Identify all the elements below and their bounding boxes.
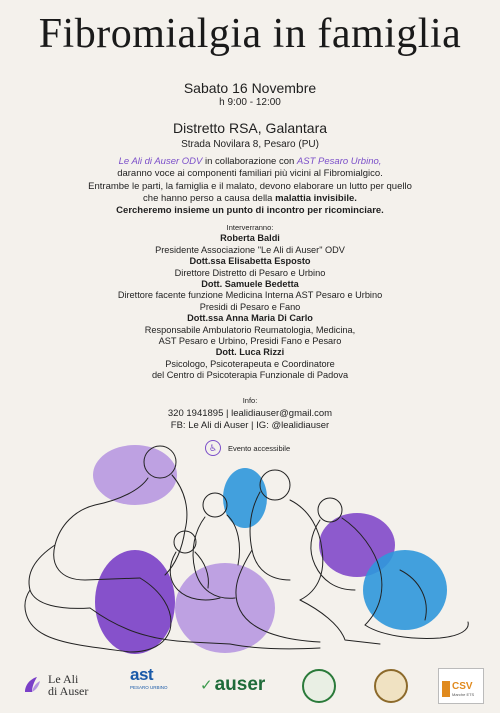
logo-auser: ✓ auser xyxy=(200,674,266,695)
logo-csv-marche: CSV Marche ETS xyxy=(438,668,484,704)
speaker-role: Direttore Distretto di Pesaro e Urbino xyxy=(174,267,326,278)
event-address: Strada Novilara 8, Pesaro (PU) xyxy=(181,139,319,150)
speaker-role: AST Pesaro e Urbino, Presidi Fano e Pesaro xyxy=(158,336,342,347)
speaker-role: del Centro di Psicoterapia Funzionale di Padova xyxy=(151,370,349,381)
organizer-name: Le Ali di Auser ODV xyxy=(118,156,203,167)
municipal-seal-green xyxy=(302,669,336,703)
logo-le-ali-di-auser: Le Ali di Auser xyxy=(22,665,88,705)
auser-swoosh-icon: ✓ xyxy=(200,677,213,694)
blob-blue-center xyxy=(223,468,267,528)
blob-purple-left xyxy=(95,550,175,654)
blob-blue-right xyxy=(363,550,447,630)
partner-name: AST Pesaro Urbino, xyxy=(296,156,382,167)
speaker-role: Responsabile Ambulatorio Reumatologia, Medicina, xyxy=(144,324,356,335)
speaker-name: Dott.ssa Anna Maria Di Carlo xyxy=(187,313,313,324)
event-date: Sabato 16 Novembre xyxy=(183,80,317,96)
info-section xyxy=(0,395,500,433)
speaker-role: Direttore facente funzione Medicina Interna AST Pesaro e Urbino xyxy=(117,290,383,301)
speakers-label: Interverranno: xyxy=(226,223,274,232)
contact-line: 320 1941895 | lealidiauser@gmail.com xyxy=(167,407,333,419)
speaker-list xyxy=(0,233,500,381)
municipal-seal-crest xyxy=(374,669,408,703)
speaker-name: Roberta Baldi xyxy=(220,233,280,244)
wheelchair-icon: ♿ xyxy=(205,440,221,456)
speakers-section xyxy=(0,222,500,382)
csv-mark-icon xyxy=(442,681,450,697)
speaker-role: Presidente Associazione "Le Ali di Auser" ODV xyxy=(155,244,345,255)
sponsor-logos xyxy=(0,665,500,710)
wing-icon xyxy=(22,675,42,695)
family-illustration xyxy=(0,430,500,665)
speaker-role: Presidi di Pesaro e Fano xyxy=(199,301,301,312)
event-time: h 9:00 - 12:00 xyxy=(219,97,281,108)
poster-title: Fibromialgia in famiglia xyxy=(38,11,462,57)
blob-lavender-left xyxy=(93,445,177,505)
info-label: Info: xyxy=(242,396,258,405)
speaker-name: Dott. Luca Rizzi xyxy=(215,347,285,358)
logo-ast: ast PESARO URBINO xyxy=(130,665,168,690)
accessible-label: Evento accessibile xyxy=(228,443,291,453)
blob-lavender-center xyxy=(175,563,275,653)
speaker-name: Dott.ssa Elisabetta Esposto xyxy=(189,256,311,267)
event-venue: Distretto RSA, Galantara xyxy=(172,120,328,136)
social-line: FB: Le Ali di Auser | IG: @lealidiauser xyxy=(170,420,330,431)
speaker-name: Dott. Samuele Bedetta xyxy=(201,279,299,290)
speaker-role: Psicologo, Psicoterapeuta e Coordinatore xyxy=(165,358,335,369)
intro-text: Le Ali di Auser ODV in collaborazione con AST Pesaro Urbino, daranno voce ai componenti familiari più vicini al Fibromialgico. Entrambe le parti, la famiglia e il malato, devono elaborare un lutto per quello che hanno perso a causa della malattia invisibile. Cercheremo insieme un punto di incontro per ricominciare. xyxy=(88,156,412,217)
